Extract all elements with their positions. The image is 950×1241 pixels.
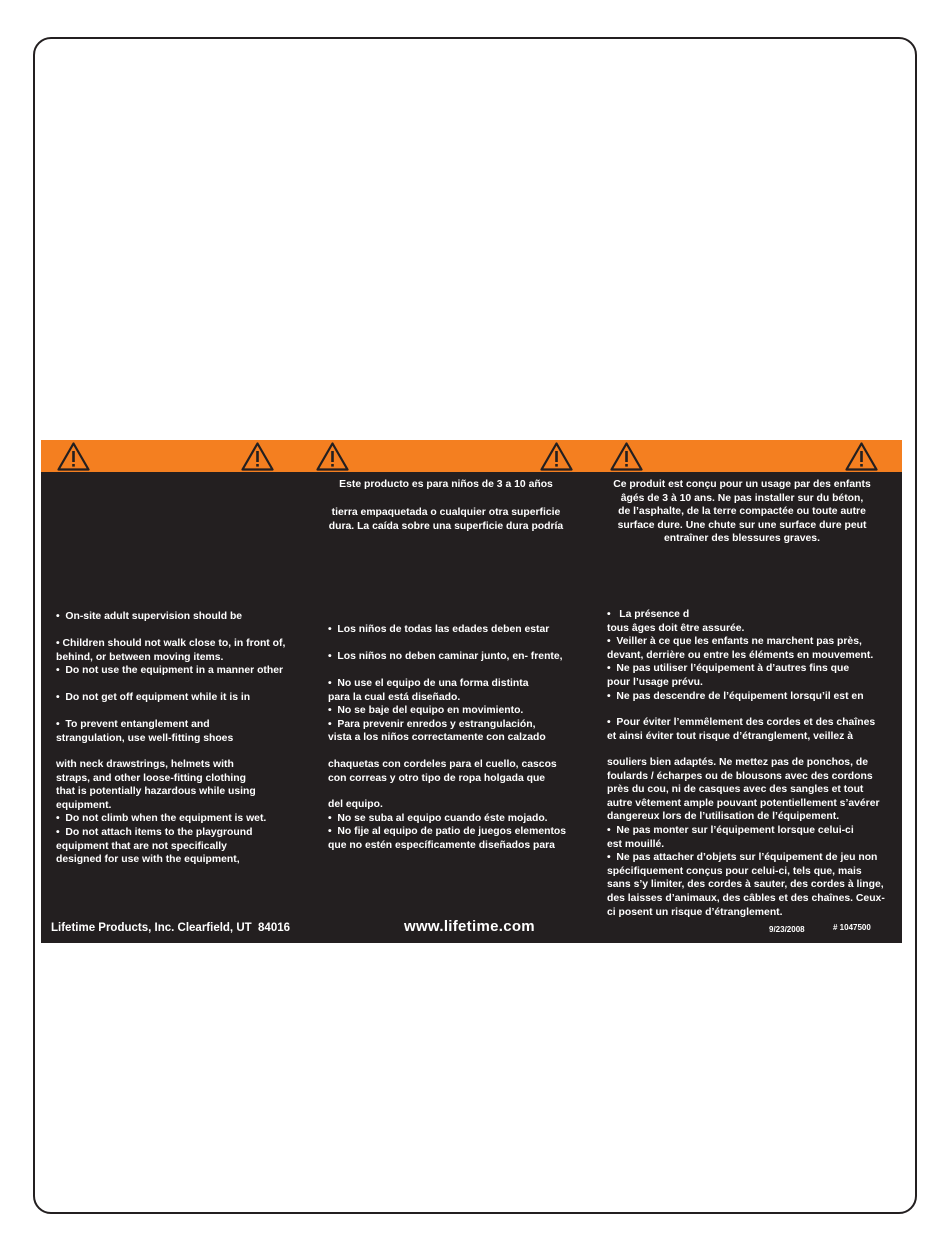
company-address: Lifetime Products, Inc. Clearfield, UT 84016 [51,922,291,934]
english-dismount-text: • Do not get off equipment while it is in [56,692,251,703]
english-entanglement-text: • To prevent entanglement and strangulation, use well-fitting shoes [56,719,234,744]
english-supervision-text: • On-site adult supervision should be [56,611,243,622]
part-number: # 1047500 [833,923,871,932]
warning-icon [57,442,90,471]
english-movement-text: • Children should not walk close to, in front of, behind, or between moving items. • Do not use the equipment in a manner other [56,638,286,677]
spanish-age-notice: Este producto es para niños de 3 a 10 años [339,479,553,490]
spanish-supervision-text: • Los niños de todas las edades deben estar [328,624,550,635]
warning-icon [610,442,643,471]
french-entanglement-text: • Pour éviter l’emmêlement des cordes et des chaînes et ainsi éviter tout risque d’étranglement, veillez à [607,717,876,742]
warning-icon [316,442,349,471]
spanish-usage-text: • No use el equipo de una forma distinta para la cual está diseñado. • No se baje del equipo en movimiento. • Para prevenir enredos y estrangulación, vista a los niños correctamente con calzado [328,678,546,744]
french-clothing-text: souliers bien adaptés. Ne mettez pas de ponchos, de foulards / écharpes ou de blousons avec des cordons près du cou, ni de casques avec des sangles et tout autre vêtement ample pouvant potentiellement s’avérer dangereux lors de l’utilisation de l’équipement. • Ne pas monter sur l’équipement lorsque celui-ci est mouillé. • Ne pas attacher d’objets sur l’équipement de jeu non spécifiquement conçus pour celui-ci, tels que, mais sans s’y limiter, des cordes à sauter, des cordes à linge, des laisses d’animaux, des câbles et des chaînes. Ceux- ci posent un risque d’étranglement. [607,757,885,918]
english-clothing-text: with neck drawstrings, helmets with straps, and other loose-fitting clothing that is potentially hazardous while using equipment. • Do not climb when the equipment is wet. • Do not attach items to the playground equipment that are not specifically designed for use with the equipment, [56,759,267,866]
spanish-surface-notice: tierra empaquetada o cualquier otra superficie dura. La caída sobre una superficie dura podría [328,507,564,532]
spanish-clothing-text: chaquetas con cordeles para el cuello, cascos con correas y otro tipo de ropa holgada que [328,759,557,784]
warning-icon [540,442,573,471]
print-date: 9/23/2008 [769,925,805,934]
warning-header-bar [41,440,902,472]
spanish-movement-text: • Los niños no deben caminar junto, en- frente, [328,651,563,662]
warning-icon [845,442,878,471]
spanish-climb-text: del equipo. • No se suba al equipo cuando éste mojado. • No fije al equipo de patio de juegos elementos que no estén específicamente diseñados para [328,799,567,851]
website-text: www.lifetime.com [404,918,535,935]
french-supervision-text: • La présence d tous âges doit être assurée. • Veiller à ce que les enfants ne marchent pas près, devant, derrière ou entre les éléments en mouvement. • Ne pas utiliser l’équipement à d’autres fins que pour l’usage prévu. • Ne pas descendre de l’équipement lorsqu’il est en [607,609,874,702]
warning-label [41,440,902,943]
warning-icon [241,442,274,471]
french-intro-text: Ce produit est conçu pour un usage par des enfants âgés de 3 à 10 ans. Ne pas installer sur du béton, de l’asphalte, de la terre compactée ou toute autre surface dure. Une chute sur une surface dure peut entraîner des blessures graves. [613,479,871,545]
